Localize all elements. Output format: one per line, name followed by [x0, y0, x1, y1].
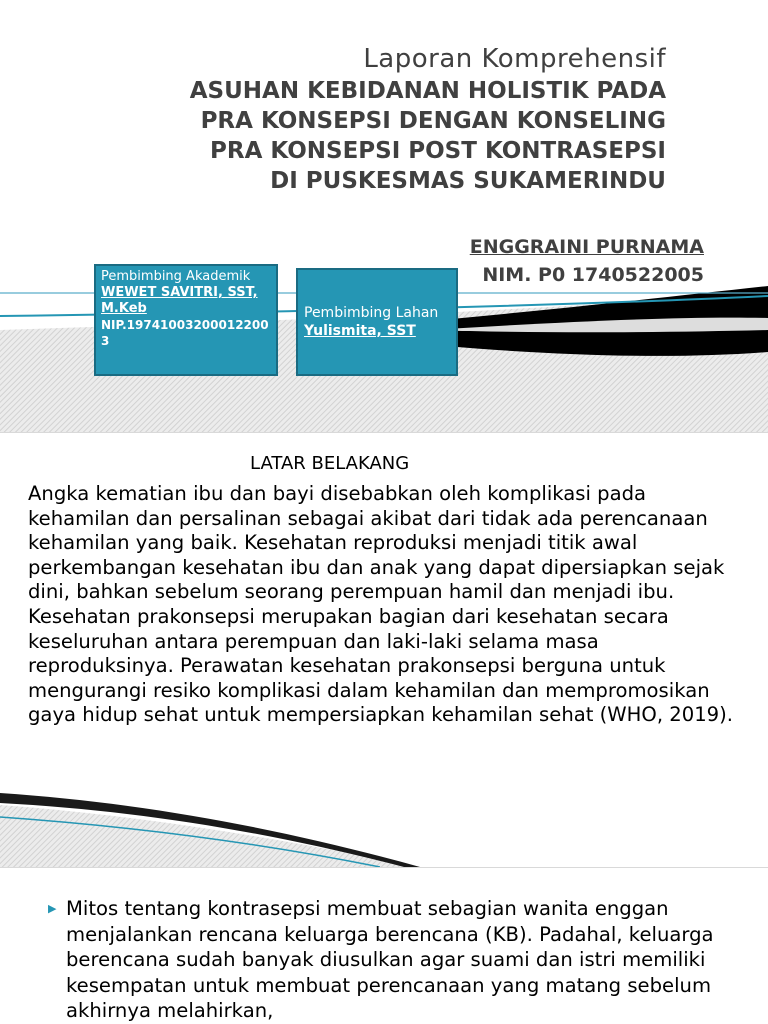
academic-advisor-box — [94, 264, 278, 376]
author-name: ENGGRAINI PURNAMA — [469, 236, 704, 258]
subtitle-line: PRA KONSEPSI DENGAN KONSELING — [200, 108, 666, 134]
subtitle-line: ASUHAN KEBIDANAN HOLISTIK PADA — [189, 78, 666, 104]
bullet-text: Mitos tentang kontrasepsi membuat sebagian wanita enggan menjalankan rencana keluarga berencana (KB). Padahal, keluarga berencana sudah banyak diusulkan agar suami dan istri memiliki kesempatan untuk membuat perencanaan yang matang sebelum akhirnya melahirkan, — [66, 897, 714, 1023]
author-nim: NIM. P0 1740522005 — [482, 264, 704, 286]
report-title: Laporan Komprehensif — [363, 44, 666, 74]
author-block — [470, 233, 704, 289]
advisor-nip: NIP.197410032000122003 — [101, 318, 269, 348]
advisor-name: WEWET SAVITRI, SST, M.Keb — [101, 285, 258, 316]
report-subtitle — [26, 76, 666, 196]
slide-content — [0, 868, 768, 1024]
field-advisor-box — [296, 268, 458, 376]
advisor-label: Pembimbing Akademik — [101, 269, 251, 284]
section-heading: LATAR BELAKANG — [250, 453, 410, 474]
subtitle-line: DI PUSKESMAS SUKAMERINDU — [270, 168, 666, 194]
triangle-bullet-icon: ▶ — [48, 902, 57, 915]
slide-title — [0, 0, 768, 432]
background-paragraph: Angka kematian ibu dan bayi disebabkan oleh komplikasi pada kehamilan dan persalinan sebagai akibat dari tidak ada perencanaan kehamilan yang baik. Kesehatan reproduksi menjadi titik awal perkembangan kesehatan ibu dan anak yang dapat dipersiapkan sejak dini, bahkan sebelum seorang perempuan hamil dan menjadi ibu. Kesehatan prakonsepsi merupakan bagian dari kesehatan secara keseluruhan antara perempuan dan laki-laki selama masa reproduksinya. Perawatan kesehatan prakonsepsi berguna untuk mengurangi resiko komplikasi dalam kehamilan dan mempromosikan gaya hidup sehat untuk mempersiapkan kehamilan sehat (WHO, 2019). — [28, 482, 734, 727]
advisor-label: Pembimbing Lahan — [304, 305, 439, 321]
advisor-name: Yulismita, SST — [304, 323, 416, 339]
slide-background — [0, 433, 768, 867]
subtitle-line: PRA KONSEPSI POST KONTRASEPSI — [210, 138, 666, 164]
